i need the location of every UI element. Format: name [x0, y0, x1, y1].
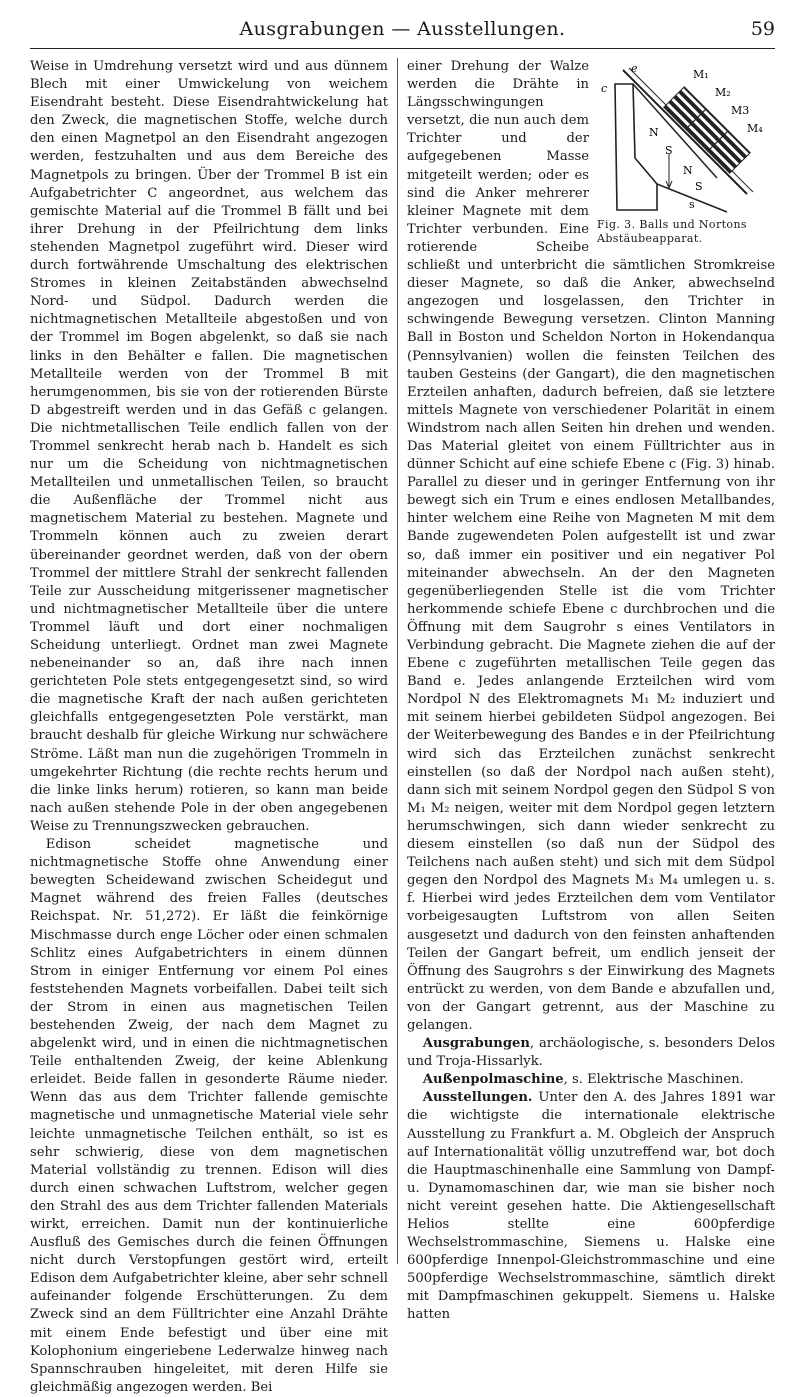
entry-aussenpolmaschine: [407, 1071, 775, 1089]
label-m1: M₁: [693, 68, 709, 81]
page-number: 59: [750, 18, 775, 40]
label-c: c: [601, 82, 608, 95]
entry-keyword: Ausstellungen.: [422, 1090, 533, 1106]
entry-keyword: Ausgrabungen: [422, 1036, 530, 1052]
entry-ausgrabungen: [407, 1035, 775, 1071]
page-header: [30, 14, 775, 49]
label-m3: M3: [731, 104, 750, 117]
figure-3: [597, 62, 775, 246]
entry-ausstellungen: [407, 1089, 775, 1324]
label-s1: S: [665, 144, 673, 157]
left-column: [30, 58, 388, 1397]
left-paragraph-1: Weise in Umdrehung versetzt wird und aus dünnem Blech mit einer Umwickelung von weichem Eisendraht besteht. Diese Eisendrahtwickelung hat den Zweck, die magnetischen Stoffe, welche durch den einen Magnetpol an den Eisendraht angezogen werden, festzuhalten und aus dem Bereiche des Magnetpols zu bringen. Über der Trommel B ist ein Aufgabetrichter C angeordnet, aus welchem das gemischte Material auf die Trommel B fällt und bei ihrer Drehung in der Pfeilrichtung dem links stehenden Magnetpol zugeführt wird. Dieser wird durch fortwährende Umschaltung des elektrischen Stromes in kleinen Zeitabständen abwechselnd Nord- und Südpol. Dadurch werden die nichtmagnetischen Metallteile abgestoßen und von der Trommel im Bogen abgelenkt, so daß sie nach links in den Behälter e fallen. Die magnetischen Metallteile werden von der Trommel B mit herumgenommen, bis sie von der rotierenden Bürste D abgestreift werden und in das Gefäß c gelangen. Die nichtmetallischen Teile endlich fallen von der Trommel senkrecht herab nach b. Handelt es sich nur um die Scheidung von nichtmagnetischen Metallteilen und unmetallischen Teilen, so braucht die Außenfläche der Trommel nicht aus magnetischem Material zu bestehen. Magnete und Trommeln können auch zu zweien derart übereinander geordnet werden, daß von der obern Trommel der mittlere Strahl der senkrecht fallenden Teile zur Ausscheidung mitgerissener magnetischer und nichtmagnetischer Metallteile über die untere Trommel läuft und dort einer nochmaligen Scheidung unterliegt. Ordnet man zwei Magnete nebeneinander so an, daß ihre nach innen gerichteten Pole stets entgegengesetzt sind, so wird die magnetische Kraft der nach außen gerichteten gleichfalls entgegengesetzten Pole verstärkt, man braucht deshalb für gleiche Wirkung nur schwächere Ströme. Läßt man nun die zugehörigen Trommeln in umgekehrter Richtung (die rechte rechts herum und die linke links herum) rotieren, so kann man beide nach außen stehende Pole in der oben angegebenen Weise zu Trennungszwecken gebrauchen.: [30, 59, 388, 834]
abstaeube-apparat-diagram: [597, 62, 775, 214]
entry-text: Unter den A. des Jahres 1891 war die wichtigste die internationale elektrische Ausstellung zu Frankfurt a. M. Obgleich der Anspruch auf Internationalität völlig unzutreffend war, bot doch die Hauptmaschinenhalle eine Sammlung von Dampf- u. Dynamomaschinen dar, wie man sie bisher noch nicht vereint gesehen hatte. Die Aktiengesellschaft Helios stellte eine 600pferdige Wechselstrommaschine, Siemens u. Halske eine 600pferdige Innenpol-Gleichstrommaschine und eine 500pferdige Wechselstrommaschine, sämtlich direkt mit Dampfmaschinen gekuppelt. Siemens u. Halske hatten: [407, 1090, 775, 1323]
label-s: s: [689, 198, 695, 211]
label-e: e: [631, 62, 638, 75]
left-paragraph-2: Edison scheidet magnetische und nichtmagnetische Stoffe ohne Anwendung einer bewegten Scheidewand zwischen Scheidegut und Magnet während des freien Falles (deutsches Reichspat. Nr. 51,272). Er läßt die feinkörnige Mischmasse durch enge Löcher oder einen schmalen Schlitz eines Aufgabetrichters in einem dünnen Strom in einiger Entfernung vor einem Pol eines feststehenden Magnets vorbeifallen. Dabei teilt sich der Strom in einen aus magnetischen Teilen bestehenden Zweig, der nach dem Magnet zu abgelenkt wird, und in einen die nichtmagnetischen Teile enthaltenden Zweig, der keine Ablenkung erleidet. Beide fallen in gesonderte Räume nieder. Wenn das aus dem Trichter fallende gemischte magnetische und unmagnetische Material viele sehr leichte unmagnetische Teilchen enthält, so ist es sehr schwierig, diese von dem magnetischen Material vollständig zu trennen. Edison will dies durch einen schwachen Luftstrom, welcher gegen den Strahl des aus dem Trichter fallenden Materials wirkt, erreichen. Damit nun der kontinuierliche Ausfluß des Gemisches durch die feinen Öffnungen nicht durch Verstopfungen gestört wird, erteilt Edison dem Aufgabetrichter kleine, aber sehr schnell aufeinander folgende Erschütterungen. Zu dem Zweck sind an dem Fülltrichter eine Anzahl Drähte mit einem Ende befestigt und über eine mit Kolophonium eingeriebene Lederwalze hinweg nach Spannschrauben hingeleitet, mit deren Hilfe sie gleichmäßig angezogen werden. Bei: [30, 837, 388, 1395]
running-title: Ausgrabungen — Ausstellungen.: [239, 18, 566, 40]
magnet-coils: [663, 86, 751, 174]
figure-caption: Fig. 3. Balls und Nortons Abstäubeapparat.: [597, 218, 747, 245]
label-s2: S: [695, 180, 703, 193]
column-divider: [397, 58, 398, 1264]
label-n1: N: [649, 126, 659, 139]
entry-text: , archäologische, s. besonders Delos und Troja-Hissarlyk.: [407, 1036, 775, 1070]
entry-text: , s. Elektrische Maschinen.: [563, 1072, 744, 1088]
entry-keyword: Außenpolmaschine: [422, 1072, 564, 1088]
label-m2: M₂: [715, 86, 731, 99]
label-n2: N: [683, 164, 693, 177]
label-m4: M₄: [747, 122, 763, 135]
right-column: [407, 58, 775, 1325]
right-paragraph-1: einer Drehung der Walze werden die Drähte in Längsschwingungen versetzt, die nun auch dem Trichter und der aufgegebenen Masse mitgeteilt werden; oder es sind die Anker mehrerer kleiner Magnete mit dem Trichter verbunden. Eine rotierende Scheibe schließt und unterbricht die sämtlichen Stromkreise dieser Magnete, so daß die Anker, abwechselnd angezogen und losgelassen, den Trichter in schwingende Bewegung versetzen. Clinton Manning Ball in Boston und Scheldon Norton in Hokendanqua (Pennsylvanien) wollen die feinsten Teilchen des tauben Gesteins (der Gangart), die den magnetischen Erzteilen anhaften, dadurch befreien, daß sie letztere mittels Magnete von verschiedener Polarität in einem Windstrom nach allen Seiten hin drehen und wenden. Das Material gleitet von einem Fülltrichter aus in dünner Schicht auf eine schiefe Ebene c (Fig. 3) hinab. Parallel zu dieser und in geringer Entfernung von ihr bewegt sich ein Trum e eines endlosen Metallbandes, hinter welchem eine Reihe von Magneten M mit dem Bande zugewendeten Polen aufgestellt ist und zwar so, daß immer ein positiver und ein negativer Pol miteinander abwechseln. An der den Magneten gegenüberliegenden Stelle ist die vom Trichter herkommende schiefe Ebene c durchbrochen und die Öffnung mit dem Saugrohr s eines Ventilators in Verbindung gebracht. Die Magnete ziehen die auf der Ebene c zugeführten metallischen Teile gegen das Band e. Jedes anlangende Erzteilchen wird vom Nordpol N des Elektromagnets M₁ M₂ induziert und mit seinem hierbei gebildeten Südpol angezogen. Bei der Weiterbewegung des Bandes e in der Pfeilrichtung wird sich das Erzteilchen zunächst senkrecht einstellen (so daß der Nordpol nach außen steht), dann sich mit seinem Nordpol gegen den Südpol S von M₁ M₂ neigen, weiter mit dem Nordpol gegen letztern herumschwingen, sich dann wieder senkrecht zu diesem einstellen (so daß nun der Südpol des Teilchens nach außen steht) und sich mit dem Südpol gegen den Nordpol des Magnets M₃ M₄ umlegen u. s. f. Hierbei wird jedes Erzteilchen dem vom Ventilator vorbeigesaugten Luftstrom von allen Seiten ausgesetzt und dadurch von den feinsten anhaftenden Teilen der Gangart befreit, um endlich jenseit der Öffnung des Saugrohrs s der Einwirkung des Magnets entrückt zu werden, von dem Bande e abzufallen und, von der Gangart getrennt, aus der Maschine zu gelangen.: [407, 59, 775, 1033]
